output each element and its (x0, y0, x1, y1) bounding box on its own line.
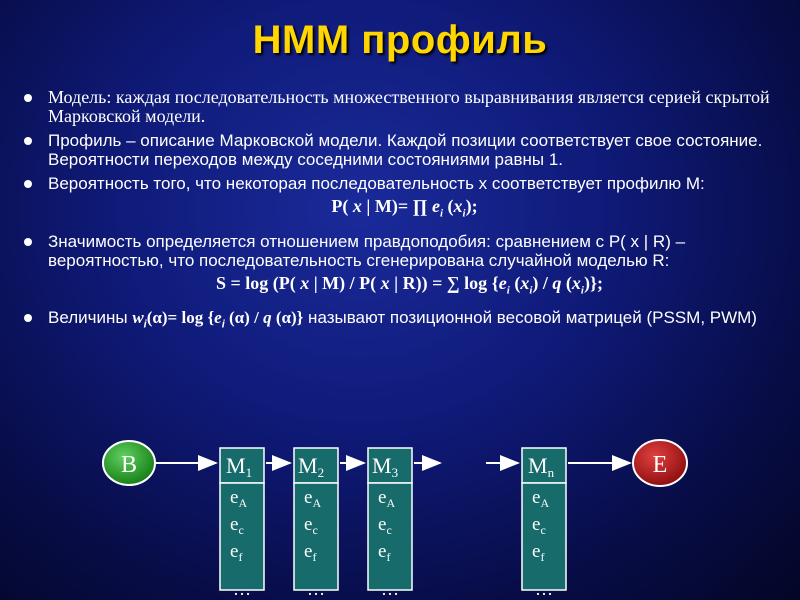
state-sub: 3 (391, 465, 399, 480)
bullet-profile-text: Профиль – описание Марковской модели. Каждой позиции соответствует свое состояние. Вероятности переходов между соседними состояниями равны 1. (48, 131, 763, 169)
formula-var: e (498, 272, 507, 293)
emission-symbol: e (230, 541, 239, 562)
formula-var: x (300, 272, 310, 293)
formula-var: x (352, 196, 362, 216)
formula-var: x (380, 272, 390, 293)
formula-sub: i (439, 207, 444, 220)
emission-sub: A (312, 496, 322, 510)
formula-var: x (571, 272, 581, 293)
bullet-probability-text: Вероятность того, что некоторая последовательность x соответствует профилю M: (48, 174, 705, 193)
emission-sub: f (312, 550, 317, 564)
formula-part: | M)= ∏ (361, 196, 432, 216)
continuation-dots: … (233, 579, 251, 599)
formula-part: ( (561, 272, 572, 293)
formula-sub: i (143, 318, 147, 331)
emission-symbol: e (304, 487, 313, 508)
formula-part: | M) / P( (309, 272, 381, 293)
formula-part: )}; (583, 272, 604, 293)
emission-symbol: e (304, 541, 313, 562)
formula-part: (α) / (224, 308, 264, 328)
formula-sub: i (221, 318, 225, 331)
match-state-2 (294, 448, 338, 590)
formula-var: e (431, 196, 440, 216)
continuation-dots: … (381, 579, 399, 599)
formula-var: q (263, 308, 272, 328)
continuation-dots: … (535, 579, 553, 599)
state-label: M (226, 453, 246, 478)
formula-var: e (214, 308, 222, 328)
formula-var: x (453, 196, 463, 216)
state-sub: 1 (245, 465, 253, 480)
emission-symbol: e (532, 541, 541, 562)
emission-symbol: e (378, 514, 387, 535)
match-state-1 (220, 448, 264, 590)
match-state-n (522, 448, 566, 590)
emission-sub: f (386, 550, 391, 564)
state-label: M (528, 453, 548, 478)
emission-symbol: e (532, 487, 541, 508)
emission-symbol: e (304, 514, 313, 535)
emission-sub: f (238, 550, 243, 564)
emission-symbol: e (230, 514, 239, 535)
emission-sub: c (312, 523, 318, 537)
formula-part: S = log (P( (215, 272, 301, 293)
bullet-weights-text: Величины (48, 308, 133, 328)
emission-sub: f (540, 550, 545, 564)
formula-part: P( (331, 196, 353, 216)
state-label: M (372, 453, 392, 478)
emission-sub: A (238, 496, 248, 510)
begin-state-label: B (120, 452, 138, 478)
formula-part: | R)) = ∑ log { (389, 272, 499, 293)
formula-sub: i (529, 284, 533, 297)
emission-sub: A (386, 496, 396, 510)
state-sub: 2 (317, 465, 325, 480)
emission-symbol: e (532, 514, 541, 535)
formula-var: x (520, 272, 530, 293)
formula-part: ); (465, 196, 478, 216)
formula-part: (α)} (271, 308, 304, 328)
bullet-weights-text: называют позиционной весовой матрицей (PSSM, PWM) (303, 308, 757, 328)
end-state-label: E (652, 452, 668, 478)
emission-sub: c (238, 523, 244, 537)
emission-symbol: e (378, 487, 387, 508)
formula-sub: i (506, 284, 510, 297)
state-label: M (298, 453, 318, 478)
continuation-dots: … (307, 579, 325, 599)
emission-sub: A (540, 496, 550, 510)
state-sub: n (547, 465, 555, 480)
formula-part: (α)= log { (146, 308, 215, 328)
formula-sub: i (580, 284, 584, 297)
emission-sub: c (386, 523, 392, 537)
bullet-model-text: Модель: каждая последовательность множественного выравнивания является серией скрытой Марковской модели. (48, 87, 770, 126)
emission-symbol: e (230, 487, 239, 508)
formula-part: ) / (532, 272, 553, 293)
match-state-3 (368, 448, 412, 590)
emission-sub: c (540, 523, 546, 537)
formula-var: w (132, 308, 144, 328)
bullet-significance-text: Значимость определяется отношением правдоподобия: сравнением с P( x | R) – вероятностью, что последовательность сгенерирована случайной моделью R: (48, 231, 686, 270)
formula-part: ( (443, 196, 454, 216)
formula-sub: i (462, 207, 466, 220)
slide-title: HMM профиль (252, 18, 548, 62)
emission-symbol: e (378, 541, 387, 562)
formula-var: q (552, 272, 562, 293)
formula-part: ( (509, 272, 521, 293)
